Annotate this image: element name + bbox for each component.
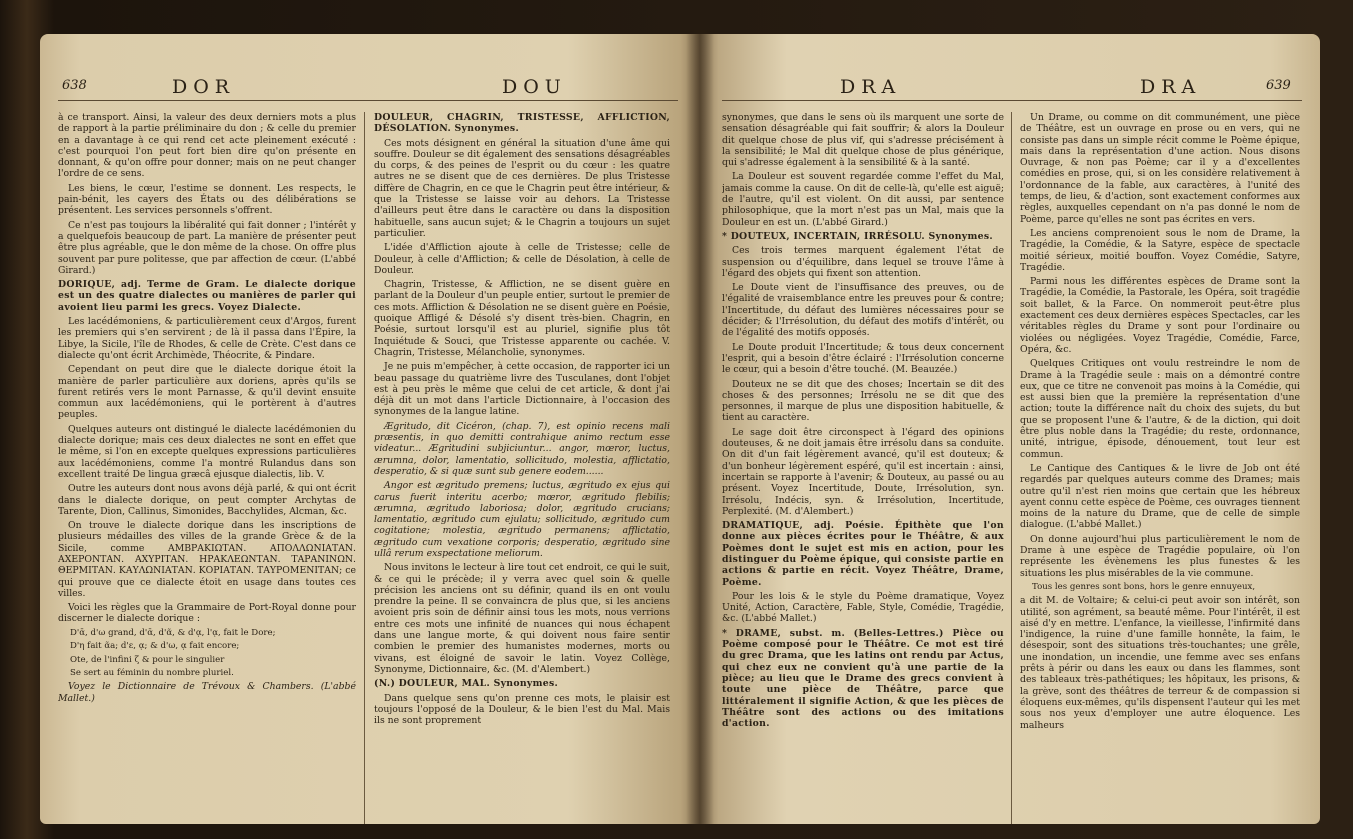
paragraph: à ce transport. Ainsi, la valeur des deux derniers mots a plus de rapport à la partie préliminaire du don ; & celle du premier en a davantage à ce qui rend cet acte pleinement exécuté : c'est pourquoi l'on peut fort bien dire qu'on présente en donnant, & qu'on offre pour donner; mais on ne peut changer l'ordre de ce sens.	[58, 112, 356, 180]
entry-douleur-mal: (N.) DOULEUR, MAL. Synonymes.	[374, 678, 559, 690]
paragraph: Le sage doit être circonspect à l'égard des opinions douteuses, & ne doit jamais être irrésolu dans sa conduite. On dit d'un fait légèrement avancé, qu'il est douteux; & d'un bonheur légèrement espéré, qu'il est incertain : ainsi, incertain se rapporte à l'avenir; & Douteux, au passé ou au présent. Voyez Incertitude, Doute, Irrésolution, syn. Irrésolu, Indécis, syn. & Irrésolution, Incertitude, Perplexité. (M. d'Alembert.)	[722, 426, 1004, 517]
paragraph: synonymes, que dans le sens où ils marquent une sorte de sensation désagréable qui fait souffrir; & alors la Douleur dit quelque chose de plus vif, qui s'adresse précisément à la sensibilité; le Mal dit quelque chose de plus générique, qui s'adresse également à la sensibilité & à la santé.	[722, 112, 1004, 169]
paragraph: Un Drame, ou comme on dit communément, une pièce de Théâtre, est un ouvrage en prose ou en vers, qui ne consiste pas dans un simple récit comme le Poème épique, mais dans la représentation d'une action. Nous disons Ouvrage, & non pas Poème; car il y a d'excellentes comédies en prose, qui, si on les considère relativement à l'ordonnance de la fable, aux caractères, à l'unité des temps, de lieu, & d'action, sont exactement conformes aux règles, auxquelles cependant on n'a pas donné le nom de Poème, parce qu'elles ne sont pas écrites en vers.	[1020, 112, 1300, 225]
entry-douteux: * DOUTEUX, INCERTAIN, IRRÉSOLU. Synonymes.	[722, 230, 993, 242]
page-number-left: 638	[62, 78, 87, 93]
running-head-dor: DOR	[172, 76, 236, 98]
paragraph: Voici les règles que la Grammaire de Port-Royal donne pour discerner le dialecte dorique :	[58, 602, 356, 625]
paragraph: Outre les auteurs dont nous avons déjà parlé, & qui ont écrit dans le dialecte dorique, on peut compter Archytas de Tarente, Dion, Callinus, Simonides, Bacchylides, Alcman, &c.	[58, 483, 356, 517]
paragraph: On trouve le dialecte dorique dans les inscriptions de plusieurs médailles des villes de la grande Grèce & de la Sicile, comme ΑΜΒΡΑΚΙΩΤΑΝ. ΑΠΟΛΛΩΝΙΑΤΑΝ. ΑΧΕΡΟΝΤΑΝ. ΑΧΥΡΙΤΑΝ. ΗΡΑΚΛΕΩΝΤΑΝ. ΤΑΡΑΝΙΝΩΝ. ΘΕΡΜΙΤΑΝ. ΚΑΥΛΩΝΙΑΤΑΝ. ΚΟΡΙΑΤΑΝ. ΤΑΥΡΟΜΕΝΙΤΑΝ; ce qui prouve que ce dialecte étoit en usage dans toutes ces villes.	[58, 520, 356, 599]
verse-line: D'η fait ᾶa; d'ε, ᾳ; & d'ω, ᾳ fait encore;	[70, 641, 240, 652]
entry-drame: * DRAME, subst. m. (Belles-Lettres.) Pièce ou Poème composé pour le Théâtre. Ce mot est tiré du grec Drama, que les latins ont rendu par Actus, qui chez eux ne convient qu'à une partie de la pièce; au lieu que le Drame des grecs convient à toute une pièce de Théâtre, parce que littéralement il signifie Action, & que les pièces de Théâtre sont des actions ou des imitations d'action.	[722, 627, 1004, 730]
verse-line: Se sert au féminin du nombre pluriel.	[70, 667, 234, 678]
paragraph: Le Cantique des Cantiques & le livre de Job ont été regardés par quelques auteurs comme des Drames; mais outre qu'il n'est rien moins que certain que les hébreux ayent connu cette espèce de Poème, ces ouvrages tiennent moins de la nature du Drame, que de celle de simple dialogue. (L'abbé Mallet.)	[1020, 462, 1300, 531]
verse-quote: Tous les genres sont bons, hors le genre ennuyeux,	[1032, 581, 1256, 592]
latin-quote: Ægritudo, dit Cicéron, (chap. 7), est opinio recens mali præsentis, in quo demitti contrahique animo rectum esse videatur... Ægritudini subjiciuntur... angor, mœror, luctus, ærumna, dolor, lamentatio, sollicitudo, molestia, afflictatio, desperatio, & si quæ sunt sub genere eodem......	[374, 420, 670, 477]
paragraph: Parmi nous les différentes espèces de Drame sont la Tragédie, la Comédie, la Pastorale, les Opéra, soit tragédie soit ballet, & la Farce. On nommeroit peut-être plus exactement ces deux dernières espèces Spectacles, car les véritables règles du Drame y sont pour l'ordinaire ou violées ou négligées. Voyez Tragédie, Comédie, Farce, Opéra, &c.	[1020, 276, 1300, 355]
paragraph: Ces trois termes marquent également l'état de suspension ou d'équilibre, dans lequel se trouve l'âme à l'égard des objets qui fixent son attention.	[722, 245, 1004, 279]
left-column-1	[58, 112, 356, 824]
paragraph: Chagrin, Tristesse, & Affliction, ne se disent guère en parlant de la Douleur d'un peuple entier, surtout le premier de ces mots. Affliction & Désolation ne se disent guère en Poésie, quoique Affligé & Désolé s'y disent très-bien. Chagrin, en Poésie, surtout lorsqu'il est au pluriel, signifie plus tôt Inquiétude & Souci, que Tristesse apparente ou cachée. V. Chagrin, Tristesse, Mélancholie, synonymes.	[374, 279, 670, 358]
paragraph: Pour les lois & le style du Poème dramatique, Voyez Unité, Action, Caractère, Fable, Style, Comédie, Tragédie, &c. (L'abbé Mallet.)	[722, 590, 1004, 625]
paragraph: Quelques auteurs ont distingué le dialecte lacédémonien du dialecte dorique; mais ces deux dialectes ne sont en effet que le même, si l'on en excepte quelques expressions particulières aux lacédémoniens, comme l'a montré Rulandus dans son excellent traité De lingua græcâ ejusque dialectis, lib. V.	[58, 423, 356, 480]
paragraph: La Douleur est souvent regardée comme l'effet du Mal, jamais comme la cause. On dit de celle-là, qu'elle est aiguë; de l'autre, qu'il est violent. On dit aussi, par sentence philosophique, que la mort n'est pas un Mal, mais que la Douleur en est un. (L'abbé Girard.)	[722, 171, 1004, 228]
paragraph: Le Doute vient de l'insuffisance des preuves, ou de l'égalité de vraisemblance entre les preuves pour & contre; l'Incertitude, du défaut des lumières nécessaires pour se décider; & l'Irrésolution, du défaut des motifs d'intérêt, ou de l'égalité des motifs opposés.	[722, 282, 1004, 339]
right-page	[700, 34, 1320, 824]
paragraph: Le Doute produit l'Incertitude; & tous deux concernent l'esprit, qui a besoin d'être éclairé : l'Irrésolution concerne le cœur, qui a besoin d'être touché. (M. Beauzée.)	[722, 341, 1004, 376]
entry-dorique: DORIQUE, adj. Terme de Gram. Le dialecte dorique est un des quatre dialectes ou manières de parler qui avoient lieu parmi les grecs. Voyez Dialecte.	[58, 279, 356, 313]
signature: Voyez le Dictionnaire de Trévoux & Chambers. (L'abbé Mallet.)	[58, 681, 356, 704]
column-divider-left	[364, 112, 365, 824]
paragraph: Dans quelque sens qu'on prenne ces mots, le plaisir est toujours l'opposé de la Douleur, & le bien l'est du Mal. Mais ils ne sont proprement	[374, 692, 670, 727]
paragraph: Ces mots désignent en général la situation d'une âme qui souffre. Douleur se dit également des sensations désagréables du corps, & des peines de l'esprit ou du cœur : les quatre autres ne se disent que de ces dernières. De plus Tristesse diffère de Chagrin, en ce que le Chagrin peut être intérieur, & que la Tristesse se laisse voir au dehors. La Tristesse d'ailleurs peut être dans le caractère ou dans la disposition habituelle, sans aucun sujet; & le Chagrin a toujours un sujet particulier.	[374, 137, 670, 239]
paragraph: Les anciens comprenoient sous le nom de Drame, la Tragédie, la Comédie, & la Satyre, espèce de spectacle moitié sérieux, moitié bouffon. Voyez Comédie, Satyre, Tragédie.	[1020, 227, 1300, 273]
paragraph: Les lacédémoniens, & particulièrement ceux d'Argos, furent les premiers qui s'en servirent ; de là il passa dans l'Épire, la Libye, la Sicile, l'île de Rhodes, & celle de Crète. C'est dans ce dialecte qu'ont écrit Archimède, Théocrite, & Pindare.	[58, 316, 356, 361]
paragraph: Les biens, le cœur, l'estime se donnent. Les respects, le pain-bénit, les cayers des États ou des délibérations se présentent. Les services personnels s'offrent.	[58, 182, 356, 217]
verse-line: D'ᾱ, d'ω grand, d'ᾱ, d'ᾶ, & d'ᾳ, l'ᾳ, fait le Dore;	[70, 627, 276, 638]
running-head-dra-left: DRA	[840, 76, 902, 98]
entry-douleur: DOULEUR, CHAGRIN, TRISTESSE, AFFLICTION, DÉSOLATION. Synonymes.	[374, 112, 670, 135]
head-rule-right	[722, 100, 1302, 101]
page-number-right: 639	[1266, 78, 1291, 93]
left-page	[40, 34, 700, 824]
book-gutter	[686, 30, 714, 830]
verse-line: Ote, de l'infini ζ & pour le singulier	[70, 654, 225, 665]
left-column-2	[374, 112, 670, 824]
running-head-dou: DOU	[502, 76, 567, 98]
column-divider-right	[1011, 112, 1012, 824]
head-rule-left	[58, 100, 678, 101]
paragraph: Cependant on peut dire que le dialecte dorique étoit la manière de parler particulière aux doriens, après qu'ils se furent retirés vers le mont Parnasse, & qu'il devint ensuite commun aux lacédémoniens, qui le portèrent à d'autres peuples.	[58, 364, 356, 421]
paragraph: On donne aujourd'hui plus particulièrement le nom de Drame à une espèce de Tragédie populaire, où l'on représente les évènemens les plus funestes & les situations les plus misérables de la vie commune.	[1020, 533, 1300, 579]
right-column-2	[1020, 112, 1300, 824]
running-head-dra-right: DRA	[1140, 76, 1202, 98]
paragraph: Ce n'est pas toujours la libéralité qui fait donner ; l'intérêt y a quelquefois beaucoup de part. La manière de présenter peut être plus agréable, que le don même de la chose. On offre plus souvent par pure politesse, que par affection de cœur. (L'abbé Girard.)	[58, 219, 356, 276]
latin-quote: Angor est ægritudo premens; luctus, ægritudo ex ejus qui carus fuerit interitu acerbo; mœror, ægritudo flebilis; ærumna, ægritudo laboriosa; dolor, ægritudo crucians; lamentatio, ægritudo cum ejulatu; sollicitudo, ægritudo cum cogitatione; molestia, ægritudo permanens; afflictatio, ægritudo cum vexatione corporis; desperatio, ægritudo sine ullâ rerum exspectatione meliorum.	[374, 480, 670, 559]
paragraph: Quelques Critiques ont voulu restreindre le nom de Drame à la Tragédie seule : mais on a démontré contre eux, que ce titre ne convenoit pas moins à la Comédie, qui est aussi bien que la première la représentation d'une action; toute la différence naît du choix des sujets, du but que se proposent l'une & l'autre, & de la diction, qui doit être plus noble dans la Tragédie; du reste, ordonnance, unité, intrigue, épisode, dénouement, tout leur est commun.	[1020, 358, 1300, 460]
entry-dramatique: DRAMATIQUE, adj. Poésie. Épithète que l'on donne aux pièces écrites pour le Théâtre, & aux Poèmes dont le sujet est mis en action, pour les distinguer du Poème épique, qui consiste partie en actions & partie en récit. Voyez Théâtre, Drame, Poème.	[722, 520, 1004, 588]
paragraph: L'idée d'Affliction ajoute à celle de Tristesse; celle de Douleur, à celle d'Affliction; & celle de Désolation, à celle de Douleur.	[374, 242, 670, 276]
paragraph: Je ne puis m'empêcher, à cette occasion, de rapporter ici un beau passage du quatrième livre des Tusculanes, dont l'objet est à peu près le même que celui de cet article, & dont j'ai déjà dit un mot dans l'article Dictionnaire, à l'occasion des synonymes de la langue latine.	[374, 361, 670, 418]
paragraph: a dit M. de Voltaire; & celui-ci peut avoir son intérêt, son utilité, son agrément, sa beauté même. Pour l'intérêt, il est aisé d'y en mettre. L'enfance, la vieillesse, l'infirmité dans l'indigence, la ruine d'une famille honnête, la faim, le désespoir, sont des situations très-touchantes; une grêle, une inondation, un incendie, une femme avec ses enfans prêts à périr ou dans les eaux ou dans les flammes, sont des tableaux très-pathétiques; les hôpitaux, les prisons, & la grève, sont des théâtres de terreur & de compassion si éloquens eux-mêmes, qu'ils dispensent l'auteur qui les met sous nos yeux d'employer une autre éloquence. Les malheurs	[1020, 595, 1300, 731]
right-column-1	[722, 112, 1004, 824]
paragraph: Nous invitons le lecteur à lire tout cet endroit, ce qui le suit, & ce qui le précède; il y verra avec quel soin & quelle précision les anciens ont su définir, quand ils en ont voulu prendre la peine. Il se convaincra de plus que, si les anciens avoient pris soin de définir ainsi tous les mots, nous verrions entre ces mots une infinité de nuances qui nous échapent dans une langue morte, & qui doivent nous faire sentir combien le premier des humanistes modernes, morts ou vivans, est éloigné de savoir le latin. Voyez Collège, Synonyme, Dictionnaire, &c. (M. d'Alembert.)	[374, 562, 670, 675]
paragraph: Douteux ne se dit que des choses; Incertain se dit des choses & des personnes; Irrésolu ne se dit que des personnes, il marque de plus une disposition habituelle, & tient au caractère.	[722, 378, 1004, 424]
